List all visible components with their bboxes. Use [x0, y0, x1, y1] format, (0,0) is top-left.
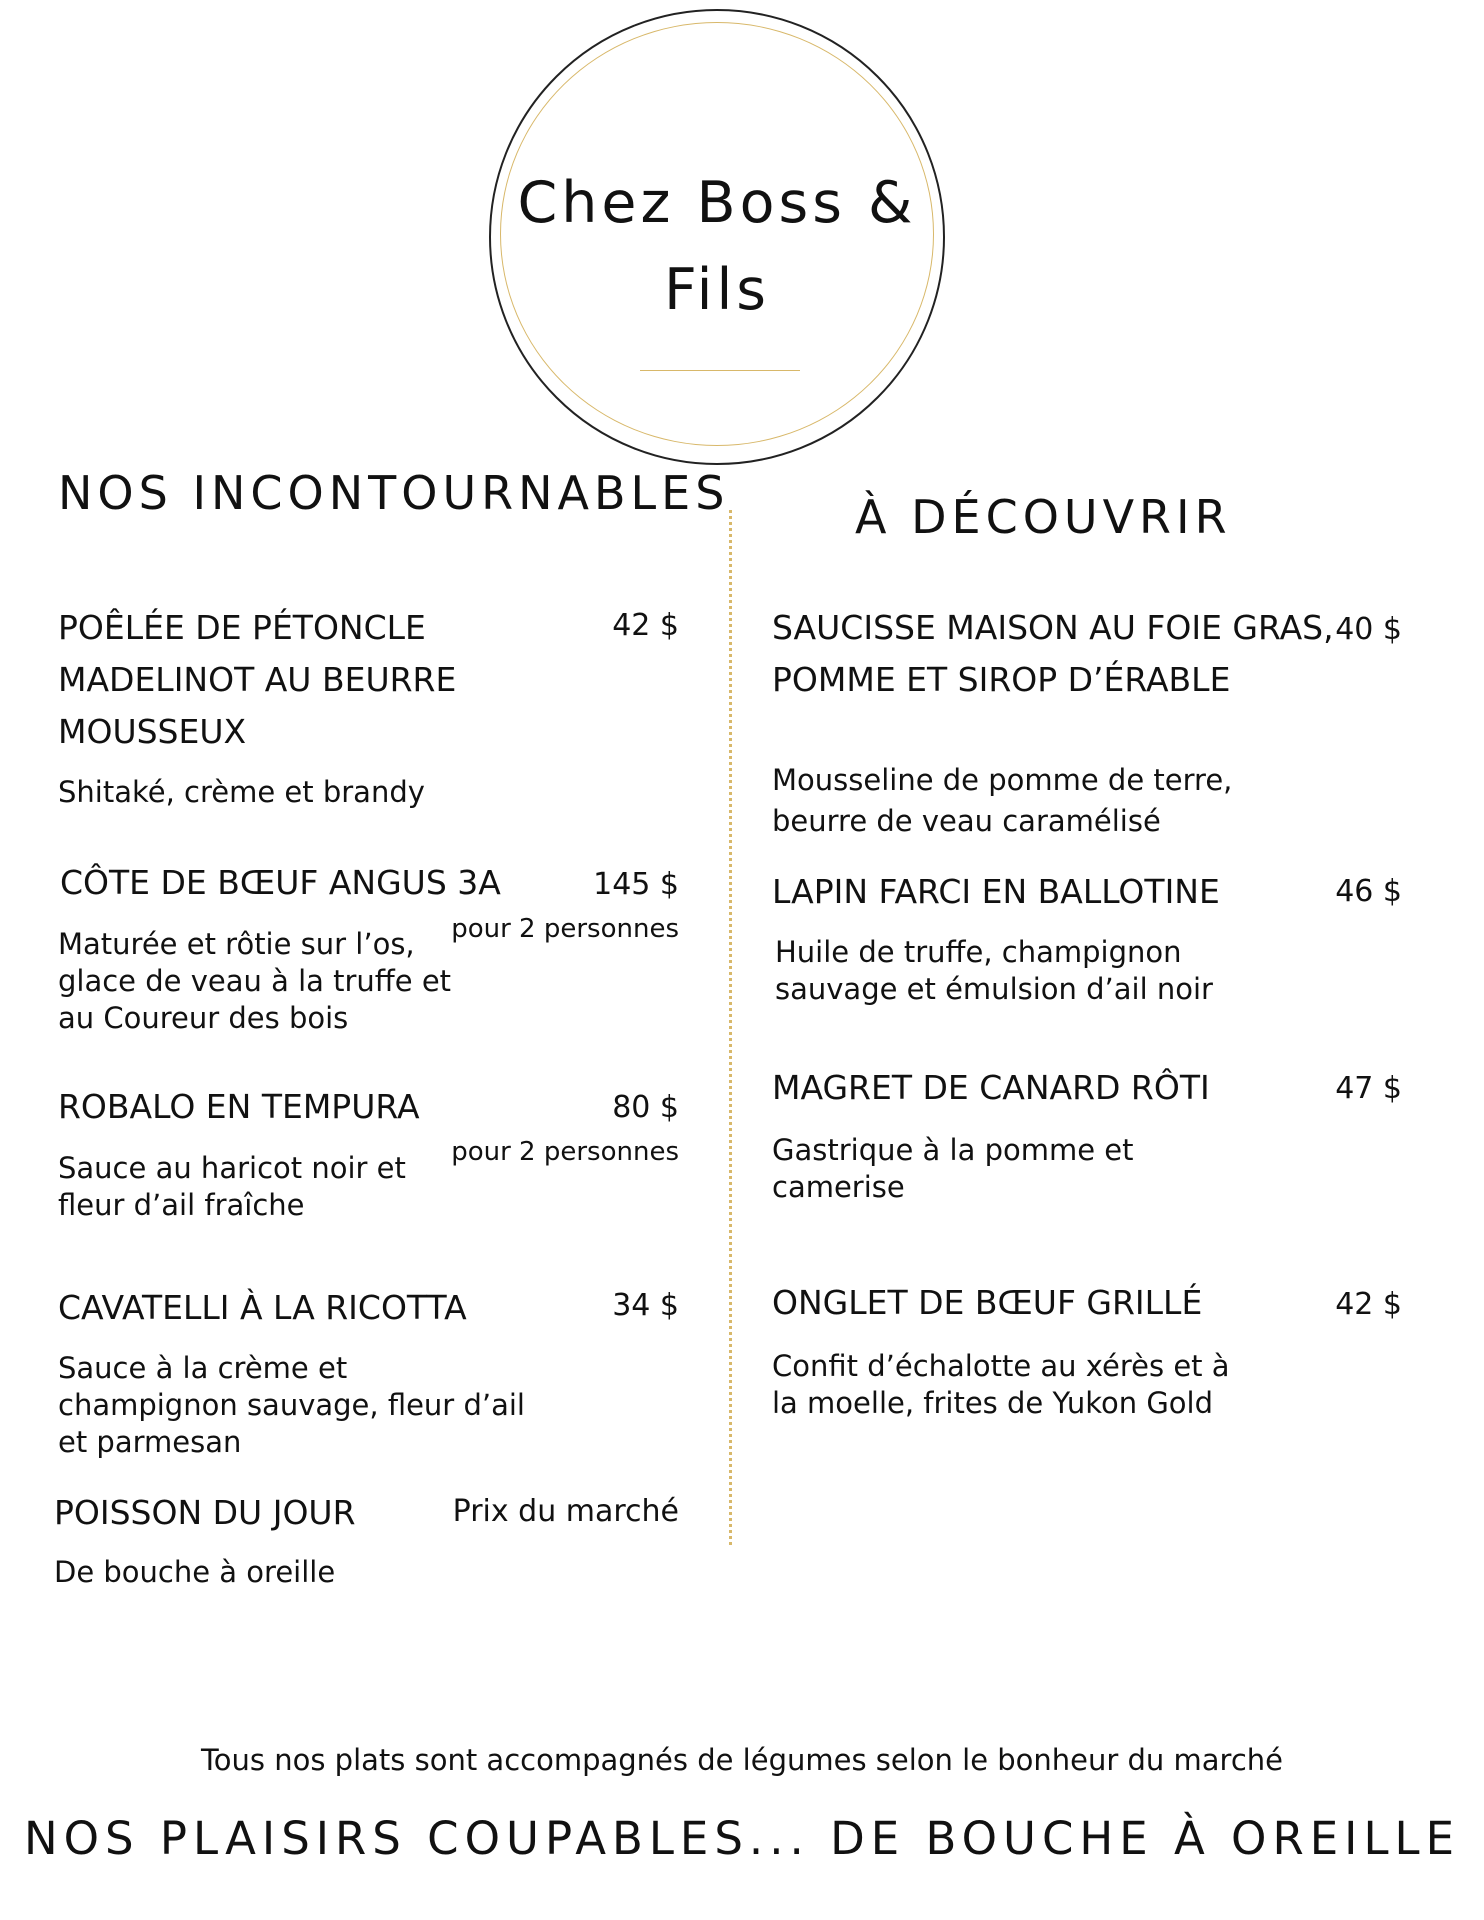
dish-description-line: Sauce au haricot noir et — [58, 1151, 406, 1185]
dish-name-line: POMME ET SIROP D’ÉRABLE — [772, 660, 1231, 699]
dish-price: 40 $ — [1335, 612, 1402, 647]
dish-description-line: Sauce à la crème et — [58, 1351, 348, 1385]
dish-name-line: SAUCISSE MAISON AU FOIE GRAS, — [772, 608, 1334, 647]
serving-note: pour 2 personnes — [451, 914, 679, 944]
dish-description — [772, 1348, 1230, 1422]
dish-description-line: Huile de truffe, champignon — [775, 935, 1182, 969]
dish-description-line: champignon sauvage, fleur d’ail — [58, 1388, 525, 1422]
dish-price: 34 $ — [612, 1288, 679, 1323]
dish-name-line: MOUSSEUX — [58, 712, 247, 751]
dish-description-line: Maturée et rôtie sur l’os, — [58, 927, 415, 961]
dish-price: 42 $ — [1335, 1287, 1402, 1322]
footer-title: NOS PLAISIRS COUPABLES... DE BOUCHE À OREILLE — [23, 1812, 1461, 1865]
dish-description-line: sauvage et émulsion d’ail noir — [775, 972, 1213, 1006]
dish-price: 42 $ — [612, 608, 679, 643]
dish-price: 145 $ — [593, 867, 679, 902]
dish-price: 80 $ — [612, 1090, 679, 1125]
dish-description — [58, 926, 451, 1037]
dish-description — [772, 760, 1232, 842]
footer-note: Tous nos plats sont accompagnés de légumes selon le bonheur du marché — [200, 1743, 1284, 1777]
serving-note: pour 2 personnes — [451, 1137, 679, 1167]
dish-name: CAVATELLI À LA RICOTTA — [58, 1288, 467, 1327]
dish-name: LAPIN FARCI EN BALLOTINE — [772, 872, 1220, 911]
restaurant-name-line-2: Fils — [663, 257, 770, 323]
dish-price: 46 $ — [1335, 874, 1402, 909]
dish-description-line: beurre de veau caramélisé — [772, 804, 1161, 838]
dish-price: 47 $ — [1335, 1071, 1402, 1106]
dish-description-line: Gastrique à la pomme et — [772, 1133, 1134, 1167]
dish-price: Prix du marché — [452, 1494, 679, 1529]
dish-description-line: glace de veau à la truffe et — [58, 964, 452, 998]
dish-name: ONGLET DE BŒUF GRILLÉ — [772, 1283, 1203, 1322]
left-section-title: NOS INCONTOURNABLES — [58, 466, 730, 520]
logo-gold-rule — [640, 370, 800, 371]
dish-description-line: et parmesan — [58, 1425, 242, 1459]
dish-name: POISSON DU JOUR — [54, 1493, 356, 1532]
dish-name — [772, 602, 1334, 706]
dish-description — [775, 934, 1213, 1008]
dish-description-line: la moelle, frites de Yukon Gold — [772, 1386, 1214, 1420]
right-section-title: À DÉCOUVRIR — [855, 490, 1232, 544]
dish-name: ROBALO EN TEMPURA — [58, 1087, 420, 1126]
dish-description — [58, 1150, 406, 1224]
dish-description-line: Shitaké, crème et brandy — [58, 775, 425, 809]
dish-name: MAGRET DE CANARD RÔTI — [772, 1068, 1210, 1107]
dish-description-line: fleur d’ail fraîche — [58, 1188, 305, 1222]
dish-name-line: POÊLÉE DE PÉTONCLE — [58, 608, 426, 647]
column-divider — [729, 510, 732, 1545]
restaurant-name-line-1: Chez Boss & — [517, 170, 917, 236]
dish-description-line: Confit d’échalotte au xérès et à — [772, 1349, 1230, 1383]
dish-description-line: Mousseline de pomme de terre, — [772, 763, 1233, 797]
dish-description — [772, 1132, 1134, 1206]
dish-name: CÔTE DE BŒUF ANGUS 3A — [60, 863, 501, 902]
dish-description: De bouche à oreille — [54, 1555, 336, 1589]
dish-name-line: MADELINOT AU BEURRE — [58, 660, 457, 699]
dish-name — [58, 602, 456, 758]
restaurant-name — [500, 160, 934, 334]
dish-description — [58, 774, 425, 811]
dish-description-line: camerise — [772, 1170, 905, 1204]
dish-description — [58, 1350, 525, 1461]
dish-description-line: au Coureur des bois — [58, 1001, 349, 1035]
